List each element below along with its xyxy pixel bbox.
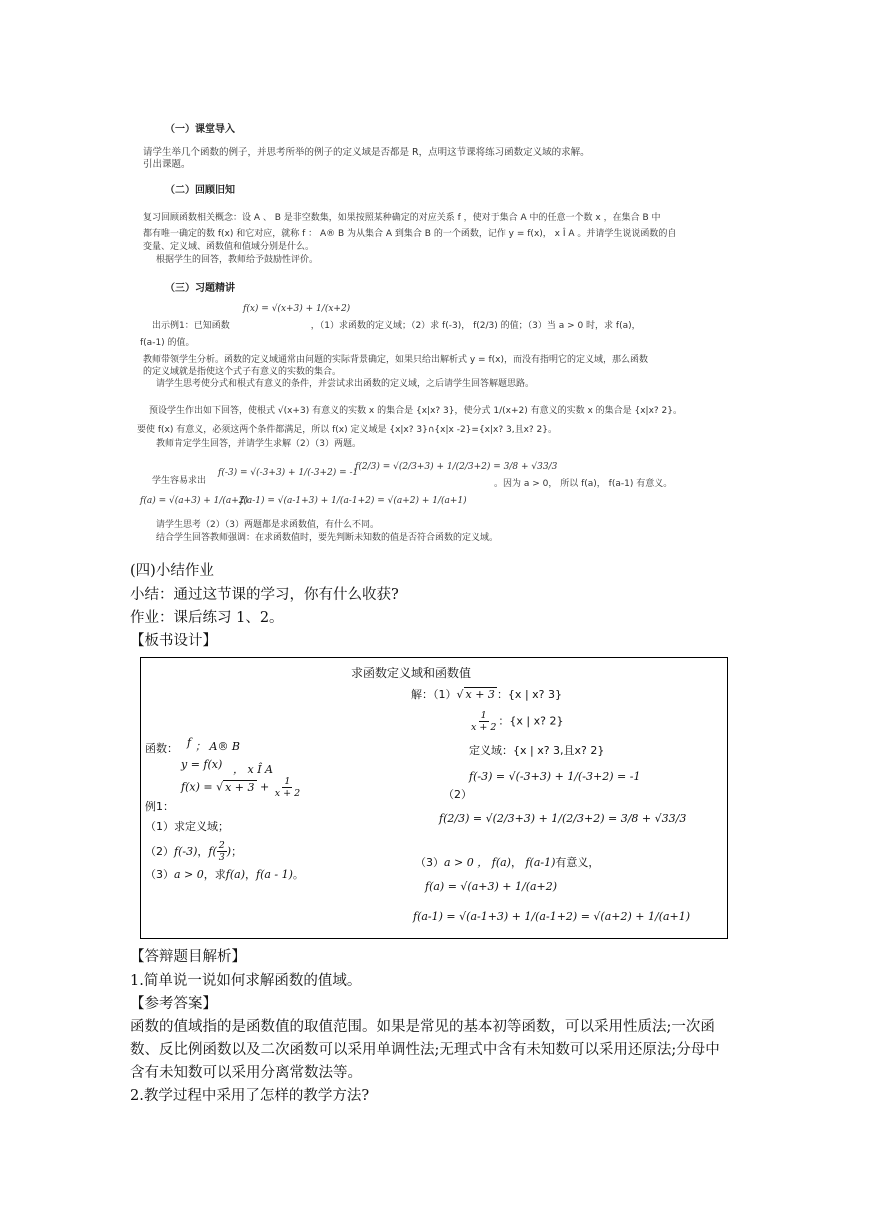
board-domain-label: 定义域：	[469, 744, 513, 757]
board-sol-set2: ：{x | x? 2}	[498, 714, 564, 728]
board-func-domain: ， x Î A	[233, 763, 273, 776]
board-q1: （1）求定义域；	[145, 820, 229, 833]
board-example-formula: f(x) = √ x + 3 + $\frac{1}{x + 2}$	[181, 776, 301, 799]
board-q2-b-frac	[217, 840, 227, 863]
board-sol-sqrt: x + 3	[465, 688, 495, 701]
board-p3-eq2: f(a-1) = √(a-1+3) + 1/(a-1+2) = √(a+2) + 1/(a+1)	[413, 910, 691, 923]
board-example-den: x + 2	[274, 788, 301, 799]
board-sol-frac	[469, 710, 498, 733]
board-p2-f-neg3: f(-3) = √(-3+3) + 1/(-3+2) = -1	[469, 770, 641, 783]
review-paragraph-4: 根据学生的回答，教师给予鼓励性评价。	[156, 255, 319, 265]
board-q2-b-den: 3	[218, 852, 225, 863]
section-heading-intro: （一）课堂导入	[165, 124, 235, 135]
board-q3-b: f(a - 1)	[256, 868, 293, 881]
guide-paragraph-3: 请学生思考使分式和根式有意义的条件，并尝试求出函数的定义域，之后请学生回答解题思路。	[156, 379, 535, 389]
reference-answer: 函数的值域指的是函数值的取值范围。如果是常见的基本初等函数，可以采用性质法;一次函数、反比例函数以及二次函数可以采用单调性法;无理式中含有未知数可以采用还原法;分母中含有未知数可以采用分离常数法等。	[130, 1019, 720, 1081]
board-p3	[415, 854, 599, 870]
board-q2-b-post: )	[226, 845, 232, 858]
board-domain-set: {x | x? 3,且x? 2}	[513, 744, 605, 757]
board-example-label: 例1：	[145, 800, 174, 813]
example-statement-2: f(a-1) 的值。	[140, 338, 195, 348]
board-example-num: 1	[284, 776, 291, 787]
answer-paragraph-3: 教师肯定学生回答，并请学生求解（2）（3）两题。	[156, 439, 361, 449]
solve-tail: 。因为 a > 0， 所以 f(a)， f(a-1) 有意义。	[494, 479, 673, 489]
board-example-plus: +	[256, 780, 273, 794]
board-sol-1: 解：（1）√ x + 3 ：{x | x? 3}	[411, 688, 562, 701]
example-formula: f(x) = √(x+3) + 1/(x+2)	[243, 304, 351, 314]
board-title: 求函数定义域和函数值	[351, 666, 472, 680]
board-example-sqrt: x + 3	[225, 780, 255, 794]
question-1: 1.简单说一说如何求解函数的值域。	[130, 973, 362, 989]
guide-paragraph-2: 的定义域就是指使这个式子有意义的实数的集合。	[143, 367, 342, 377]
board-q3-sep: ，	[245, 868, 256, 881]
review-paragraph-3: 变量、定义域、函数值和值域分别是什么。	[143, 242, 315, 252]
summary-text: 小结：通过这节课的学习，你有什么收获?	[130, 587, 399, 603]
board-q3-cond: a > 0	[174, 868, 204, 881]
section-heading-exercise: （三）习题精讲	[165, 283, 235, 294]
section-heading-summary: (四)小结作业	[130, 563, 214, 579]
board-p2-label: （2）	[443, 788, 472, 801]
example-statement: 出示例1：已知函数 ，（1）求函数的定义域；（2）求 f(-3)， f(2/3) 的值；（3）当 a > 0 时，求 f(a)，	[152, 321, 641, 331]
board-sol-label: 解：（1）	[411, 688, 457, 701]
review-paragraph: 复习回顾函数相关概念：设 A 、 B 是非空数集，如果按照某种确定的对应关系 f ，使对于集合 A 中的任意一个数 x ，在集合 B 中	[143, 213, 661, 223]
board-p2-f-two-thirds: f(2/3) = √(2/3+3) + 1/(2/3+2) = 3/8 + √33/3	[439, 812, 687, 825]
reference-answer-title: 【参考答案】	[130, 996, 217, 1012]
answer-paragraph: 预设学生作出如下回答，使根式 √(x+3) 有意义的实数 x 的集合是 {x|x? 3}，使分式 1/(x+2) 有意义的实数 x 的集合是 {x|x? 2}。	[149, 406, 682, 416]
board-sol-frac-num: 1	[480, 710, 487, 721]
board-p3-fa: f(a)	[491, 856, 511, 869]
section-heading-review: （二）回顾旧知	[165, 185, 235, 196]
board-p3-label: （3）	[415, 856, 444, 869]
board-func-map: ； A® B	[195, 740, 241, 753]
board-p3-tail: 有意义，	[555, 856, 600, 869]
board-q2-label: （2）	[145, 845, 174, 858]
board-q3-a: f(a)	[225, 868, 245, 881]
board-sol-set1: ：{x | x? 3}	[496, 688, 562, 701]
board-sol-2	[469, 710, 563, 733]
board-q2-b	[208, 840, 231, 863]
board-func-label: 函数：	[145, 742, 178, 755]
board-domain	[469, 742, 604, 758]
board-p3-sep: ，	[510, 856, 522, 869]
board-example-fx: f(x) =	[181, 780, 217, 794]
board-design-box	[140, 657, 728, 939]
homework-text: 作业：课后练习 1、2。	[130, 610, 284, 626]
solve-f-a-minus-1: f(a-1) = √(a-1+3) + 1/(a-1+2) = √(a+2) + 1/(a+1)	[240, 496, 467, 506]
board-q2	[145, 840, 242, 863]
debate-title: 【答辩题目解析】	[130, 949, 246, 965]
board-q2-end: ；	[231, 845, 243, 858]
review-paragraph-2: 都有唯一确定的数 f(x) 和它对应，就称 f ： A® B 为从集合 A 到集合 B 的一个函数，记作 y = f(x)， x Î A 。并请学生说说函数的自	[143, 229, 677, 239]
board-p3-eq1: f(a) = √(a+3) + 1/(a+2)	[425, 880, 558, 893]
board-func-map-f: f	[187, 736, 192, 749]
board-q2-a: f(-3)	[174, 845, 198, 858]
guide-paragraph: 教师带领学生分析。函数的定义域通常由问题的实际背景确定，如果只给出解析式 y = f(x)，而没有指明它的定义域，那么函数	[143, 355, 648, 365]
intro-paragraph-2: 引出课题。	[143, 159, 191, 170]
intro-paragraph: 请学生举几个函数的例子，并思考所举的例子的定义域是否都是 R，点明这节课将练习函数定义域的求解。	[143, 147, 590, 158]
board-example-frac	[273, 776, 302, 799]
solve-f-two-thirds: f(2/3) = √(2/3+3) + 1/(2/3+2) = 3/8 + √33/3	[355, 462, 558, 472]
board-q2-sep: ，	[197, 845, 209, 858]
board-q3-end: 。	[292, 868, 304, 881]
solve-f-a: f(a) = √(a+3) + 1/(a+2)	[140, 496, 249, 506]
solve-f-neg3: f(-3) = √(-3+3) + 1/(-3+2) = -1	[218, 468, 359, 478]
board-q2-b-pre: f(	[208, 845, 217, 858]
board-sol-frac-den: x + 2	[471, 722, 497, 733]
answer-paragraph-2: 要使 f(x) 有意义，必须这两个条件都满足，所以 f(x) 定义域是 {x|x? 3}∩{x|x -2}={x|x? 3,且x? 2}。	[137, 425, 557, 435]
board-p3-cond: a > 0 ，	[444, 856, 489, 869]
think-paragraph-2: 结合学生回答教师强调：在求函数值时，要先判断未知数的值是否符合函数的定义域。	[156, 533, 499, 543]
question-2: 2.教学过程中采用了怎样的教学方法?	[130, 1088, 370, 1104]
board-q3-label: （3）	[145, 868, 174, 881]
solve-label: 学生容易求出	[152, 476, 207, 486]
think-paragraph: 请学生思考（2）（3）两题都是求函数值，有什么不同。	[156, 520, 379, 530]
board-design-title: 【板书设计】	[130, 633, 217, 649]
board-q3	[145, 866, 304, 882]
board-p3-fa1: f(a-1)	[525, 856, 556, 869]
board-func-y: y = f(x)	[181, 758, 223, 771]
board-q2-b-num: 2	[218, 840, 225, 851]
board-q3-ask: ，求	[203, 868, 226, 881]
